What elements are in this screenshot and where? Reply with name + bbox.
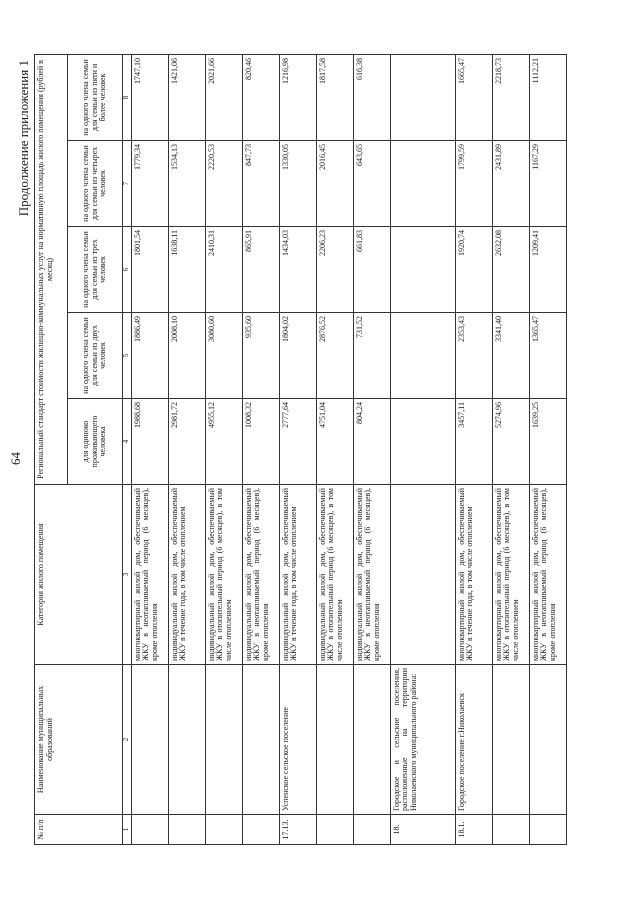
value-family-5: 2021,66 [205, 54, 242, 140]
value-family-2: 935,60 [242, 313, 279, 399]
row-category: многоквартирный жилой дом, обеспечиваемый ЖКУ в отопительный период (6 месяцев), в том числе отоплением [492, 485, 529, 665]
col-number-4: 4 [123, 399, 132, 485]
row-no [131, 815, 168, 845]
value-family-3: 1434,03 [279, 227, 316, 313]
value-single: 4751,04 [316, 399, 353, 485]
value-family-3: 2206,23 [316, 227, 353, 313]
value-family-3: 661,83 [353, 227, 390, 313]
row-name [353, 665, 390, 815]
row-category [390, 485, 455, 665]
table-row [279, 54, 316, 844]
row-no [205, 815, 242, 845]
value-family-4: 1799,59 [455, 141, 492, 227]
value-family-3: 1209,41 [529, 227, 566, 313]
table-row [242, 54, 279, 844]
value-family-2: 3341,40 [492, 313, 529, 399]
header-standard: Региональный стандарт стоимости жилищно-коммунальных услуг на нормативную площадь жилого помещения (рублей в месяц) [35, 54, 68, 484]
value-family-4 [390, 141, 455, 227]
row-no [529, 815, 566, 845]
value-single: 1639,25 [529, 399, 566, 485]
value-single: 2981,72 [168, 399, 205, 485]
col-number-8: 8 [123, 54, 132, 140]
col-number-3: 3 [123, 485, 132, 665]
value-family-5: 1421,06 [168, 54, 205, 140]
row-name [316, 665, 353, 815]
appendix-caption: Продолжение приложения 1 [16, 60, 31, 217]
value-family-5: 1216,98 [279, 54, 316, 140]
row-category: индивидуальный жилой дом, обеспечиваемый ЖКУ в отопительный период (6 месяцев), в том числе отоплением [316, 485, 353, 665]
row-name [492, 665, 529, 815]
row-category: индивидуальный жилой дом, обеспечиваемый ЖКУ в неотапливаемый период (6 месяцев), кроме отопления [242, 485, 279, 665]
header-sub-1: для одиноко проживающего человека [68, 399, 123, 485]
col-number-2: 2 [123, 665, 132, 815]
value-family-3: 2632,08 [492, 227, 529, 313]
value-family-5: 2218,73 [492, 54, 529, 140]
row-no: 18. [390, 815, 455, 845]
value-family-2: 1365,47 [529, 313, 566, 399]
value-single: 1988,68 [131, 399, 168, 485]
value-family-5: 1817,58 [316, 54, 353, 140]
value-single [390, 399, 455, 485]
value-family-2: 3080,60 [205, 313, 242, 399]
row-no [353, 815, 390, 845]
row-category: индивидуальный жилой дом, обеспечиваемый ЖКУ в течение года, в том числе отоплением [168, 485, 205, 665]
value-single: 3457,11 [455, 399, 492, 485]
col-number-1: 1 [123, 815, 132, 845]
row-category: многоквартирный жилой дом, обеспечиваемый ЖКУ в течение года, в том числе отоплением [455, 485, 492, 665]
value-single: 5274,96 [492, 399, 529, 485]
table-row [168, 54, 205, 844]
table-row [529, 54, 566, 844]
value-family-2: 2008,10 [168, 313, 205, 399]
table-row [455, 54, 492, 844]
header-sub-3: на одного члена семьи для семьи из трех человек [68, 227, 123, 313]
row-category: многоквартирный жилой дом, обеспечиваемый ЖКУ в неотапливаемый период (6 месяцев), кроме отопления [131, 485, 168, 665]
row-no [492, 815, 529, 845]
row-name: Городское и сельские поселения, расположенные на территории Николаевского муниципального района: [390, 665, 455, 815]
table-row [316, 54, 353, 844]
table-row [353, 54, 390, 844]
value-family-3 [390, 227, 455, 313]
header-sub-4: на одного члена семьи для семьи из четырех человек [68, 141, 123, 227]
value-family-2: 2876,52 [316, 313, 353, 399]
header-sub-5: на одного члена семьи для семьи из пяти и более человек [68, 54, 123, 140]
header-category: Категория жилого помещения [35, 485, 123, 665]
value-family-4: 847,73 [242, 141, 279, 227]
col-number-7: 7 [123, 141, 132, 227]
value-family-3: 2410,31 [205, 227, 242, 313]
value-family-3: 865,91 [242, 227, 279, 313]
value-family-2: 1886,49 [131, 313, 168, 399]
value-family-2 [390, 313, 455, 399]
table-row [205, 54, 242, 844]
value-single: 1008,32 [242, 399, 279, 485]
row-name [242, 665, 279, 815]
row-name: Успенское сельское поселение [279, 665, 316, 815]
row-name [168, 665, 205, 815]
value-family-4: 643,65 [353, 141, 390, 227]
row-category: индивидуальный жилой дом, обеспечиваемый ЖКУ в отопительный период (6 месяцев), в том числе отоплением [205, 485, 242, 665]
header-name: Наименование муниципальных образований [35, 665, 123, 815]
row-no: 18.1. [455, 815, 492, 845]
header-no: № п/п [35, 815, 123, 845]
value-family-4: 2016,45 [316, 141, 353, 227]
value-family-4: 1779,34 [131, 141, 168, 227]
value-family-5: 1747,10 [131, 54, 168, 140]
value-family-5: 1112,21 [529, 54, 566, 140]
row-category: многоквартирный жилой дом, обеспечиваемый ЖКУ в неотапливаемый период (6 месяцев), кроме отопления [529, 485, 566, 665]
value-family-5: 616,38 [353, 54, 390, 140]
value-family-4: 2220,53 [205, 141, 242, 227]
page-number: 64 [8, 452, 23, 465]
row-no [242, 815, 279, 845]
value-family-3: 1801,54 [131, 227, 168, 313]
row-name [205, 665, 242, 815]
value-family-3: 1638,11 [168, 227, 205, 313]
value-family-4: 1330,05 [279, 141, 316, 227]
value-family-5: 1665,47 [455, 54, 492, 140]
col-number-6: 6 [123, 227, 132, 313]
value-single: 2777,64 [279, 399, 316, 485]
row-no [168, 815, 205, 845]
tariff-table [34, 54, 567, 845]
value-family-4: 2431,89 [492, 141, 529, 227]
value-family-4: 1534,13 [168, 141, 205, 227]
value-single: 804,24 [353, 399, 390, 485]
table-row [492, 54, 529, 844]
header-sub-2: на одного члена семьи для семьи из двух человек [68, 313, 123, 399]
row-category: индивидуальный жилой дом, обеспечиваемый ЖКУ в неотапливаемый период (6 месяцев), кроме отопления [353, 485, 390, 665]
value-family-2: 1804,02 [279, 313, 316, 399]
row-no: 17.13. [279, 815, 316, 845]
table-row [390, 54, 455, 844]
value-family-2: 731,52 [353, 313, 390, 399]
row-no [316, 815, 353, 845]
value-family-3: 1920,74 [455, 227, 492, 313]
value-family-5 [390, 54, 455, 140]
row-name [131, 665, 168, 815]
table-row [131, 54, 168, 844]
value-family-5: 820,46 [242, 54, 279, 140]
row-name [529, 665, 566, 815]
row-category: индивидуальный жилой дом, обеспечиваемый ЖКУ в течение года, в том числе отоплением [279, 485, 316, 665]
value-family-2: 2353,43 [455, 313, 492, 399]
col-number-5: 5 [123, 313, 132, 399]
value-single: 4955,12 [205, 399, 242, 485]
value-family-4: 1167,29 [529, 141, 566, 227]
row-name: Городское поселение г.Николаевск [455, 665, 492, 815]
